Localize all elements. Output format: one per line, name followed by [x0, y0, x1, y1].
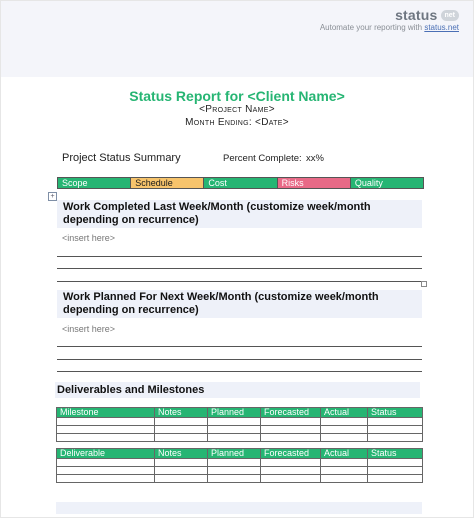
table-row [57, 426, 423, 434]
project-name: <Project Name> [199, 104, 275, 115]
table-cell[interactable] [155, 475, 208, 483]
status-col-header: Status [368, 408, 423, 418]
table-cell[interactable] [57, 467, 155, 475]
table-cell[interactable] [57, 475, 155, 483]
divider-line [57, 281, 422, 282]
table-cell[interactable] [155, 459, 208, 467]
status-cost[interactable]: Cost [204, 178, 277, 188]
deliverables-table [56, 448, 423, 483]
status-col-header: Status [368, 449, 423, 459]
table-cell[interactable] [208, 475, 261, 483]
table-cell[interactable] [321, 418, 368, 426]
notes-col-header: Notes [155, 408, 208, 418]
divider-line [57, 346, 422, 347]
brand-name: status [395, 7, 438, 23]
work-planned-placeholder[interactable]: <insert here> [62, 324, 116, 334]
table-row [57, 418, 423, 426]
table-cell[interactable] [155, 418, 208, 426]
summary-label: Project Status Summary [62, 152, 181, 164]
deliverables-heading: Deliverables and Milestones [55, 382, 420, 398]
tagline [320, 23, 459, 32]
divider-line [57, 371, 422, 372]
divider-line [57, 256, 422, 257]
status-quality[interactable]: Quality [351, 178, 423, 188]
table-cell[interactable] [57, 459, 155, 467]
table-row [57, 434, 423, 442]
brand-logo [395, 7, 459, 23]
percent-complete-value[interactable]: xx% [306, 153, 324, 164]
status-indicator-bar [57, 177, 424, 189]
work-completed-placeholder[interactable]: <insert here> [62, 233, 116, 243]
table-cell[interactable] [261, 467, 321, 475]
planned-col-header: Planned [208, 408, 261, 418]
table-cell[interactable] [261, 434, 321, 442]
status-risks[interactable]: Risks [278, 178, 351, 188]
actual-col-header: Actual [321, 408, 368, 418]
table-cell[interactable] [261, 426, 321, 434]
table-cell[interactable] [321, 467, 368, 475]
table-cell[interactable] [208, 418, 261, 426]
table-cell[interactable] [57, 434, 155, 442]
table-cell[interactable] [261, 459, 321, 467]
table-cell[interactable] [208, 426, 261, 434]
table-cell[interactable] [57, 418, 155, 426]
month-ending: Month Ending: <Date> [185, 117, 289, 128]
divider-line [57, 268, 422, 269]
table-cell[interactable] [261, 475, 321, 483]
table-cell[interactable] [368, 418, 423, 426]
table-row [57, 459, 423, 467]
table-cell[interactable] [208, 467, 261, 475]
table-resize-handle-icon[interactable] [421, 281, 427, 287]
table-cell[interactable] [368, 426, 423, 434]
table-cell[interactable] [208, 459, 261, 467]
status-scope[interactable]: Scope [58, 178, 131, 188]
work-planned-heading: Work Planned For Next Week/Month (customize week/month depending on recurrence) [57, 290, 422, 318]
forecasted-col-header: Forecasted [261, 449, 321, 459]
brand-badge: net [441, 10, 460, 21]
tagline-text: Automate your reporting with [319, 23, 425, 32]
table-cell[interactable] [155, 426, 208, 434]
work-completed-heading: Work Completed Last Week/Month (customize week/month depending on recurrence) [57, 200, 422, 228]
milestones-table [56, 407, 423, 442]
table-row [57, 467, 423, 475]
percent-complete-label: Percent Complete: [223, 153, 302, 164]
divider-line [57, 359, 422, 360]
header-banner [1, 1, 473, 77]
planned-col-header: Planned [208, 449, 261, 459]
report-title: Status Report for <Client Name> [129, 88, 345, 104]
table-cell[interactable] [155, 434, 208, 442]
table-cell[interactable] [368, 459, 423, 467]
table-cell[interactable] [321, 434, 368, 442]
table-cell[interactable] [321, 459, 368, 467]
table-cell[interactable] [368, 467, 423, 475]
footer-band [56, 502, 422, 514]
actual-col-header: Actual [321, 449, 368, 459]
table-cell[interactable] [321, 475, 368, 483]
table-cell[interactable] [155, 467, 208, 475]
tagline-link[interactable]: status.net [424, 23, 459, 32]
table-move-handle-icon[interactable]: + [48, 192, 57, 201]
deliverable-col-header: Deliverable [57, 449, 155, 459]
notes-col-header: Notes [155, 449, 208, 459]
table-cell[interactable] [261, 418, 321, 426]
table-cell[interactable] [208, 434, 261, 442]
table-cell[interactable] [368, 434, 423, 442]
table-cell[interactable] [321, 426, 368, 434]
forecasted-col-header: Forecasted [261, 408, 321, 418]
table-cell[interactable] [368, 475, 423, 483]
table-row [57, 475, 423, 483]
status-schedule[interactable]: Schedule [131, 178, 204, 188]
milestone-col-header: Milestone [57, 408, 155, 418]
table-cell[interactable] [57, 426, 155, 434]
